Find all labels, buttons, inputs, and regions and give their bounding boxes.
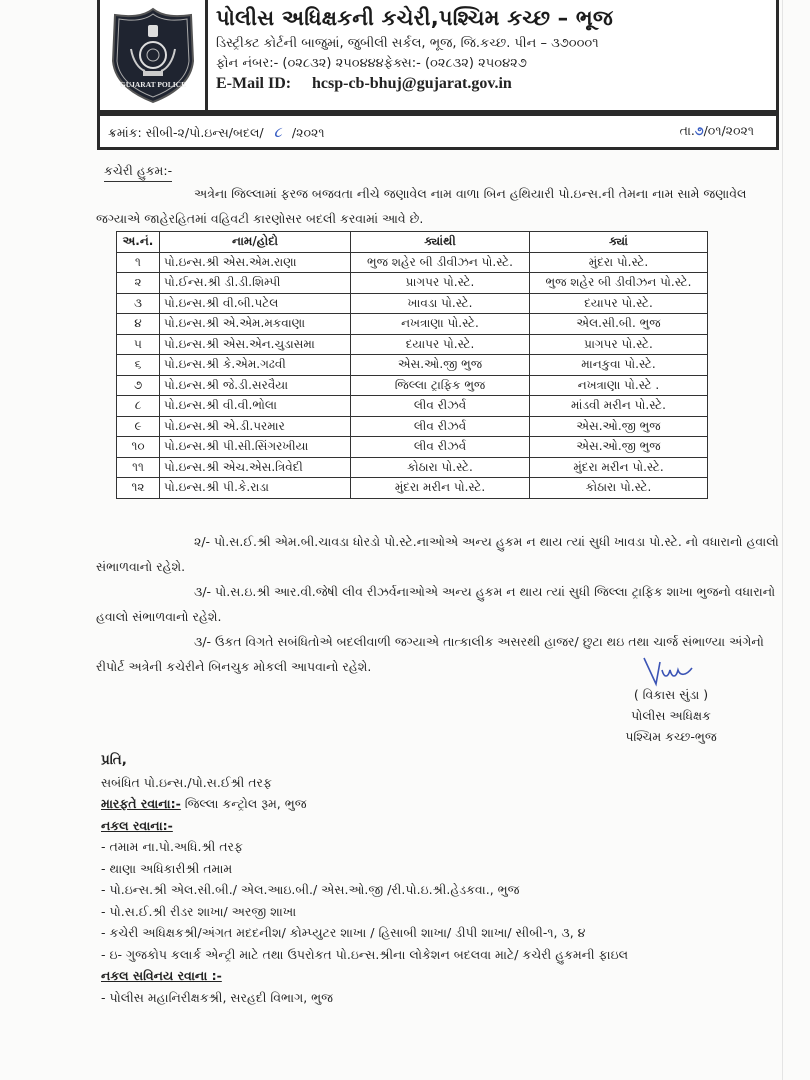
name-cell: પો.ઇન્સ.શ્રી એસ.એમ.રાણા [160,252,351,273]
name-cell: પો.ઇન્સ.શ્રી વી.બી.પટેલ [160,293,351,314]
name-cell: પો.ઇન્સ.શ્રી એચ.એસ.ત્રિવેદી [160,457,351,478]
table-header-row [117,232,708,253]
col-to: ક્યાં [530,232,708,253]
to-cell: એસ.ઓ.જી ભુજ [530,437,708,458]
clause-3: ૩/- પો.સ.ઇ.શ્રી આર.વી.જેષી લીવ રીઝર્વનાઓએ અન્ય હુકમ ન થાય ત્યાં સુધી જિલ્લા ટ્રાફિક શાખા ભુજનો વધારાનો હવાલો સંભાળવાનો રહેશે. [96,584,776,624]
serial-cell: ૯ [117,416,160,437]
name-cell: પો.ઈન્સ.શ્રી ડી.ડી.શિમ્પી [160,273,351,294]
to-cell: ભુજ શહેર બી ડીવીઝન પો.સ્ટે. [530,273,708,294]
copy-label: નકલ રવાના:- [101,817,173,833]
distribution-list [101,750,628,1008]
table-row [117,273,708,294]
office-email-row [216,75,770,93]
to-cell: એલ.સી.બી. ભુજ [530,314,708,335]
prati-label: પ્રતિ, [101,752,127,768]
copy-item: - થાણા અધિકારીશ્રી તમામ [101,860,233,876]
respect-copy-label: નકલ સવિનય રવાના :- [101,968,222,983]
from-cell: નખત્રાણા પો.સ્ટે. [351,314,530,335]
table-row [117,314,708,335]
col-name: નામ/હોદો [160,232,351,253]
signatory-designation: પોલીસ અધિક્ષક [631,708,711,723]
name-cell: પો.ઇન્સ.શ્રી એસ.એન.ચુડાસમા [160,334,351,355]
signatory-office: પશ્ચિમ કચ્છ-ભુજ [625,729,717,744]
to-cell: માંડવી મરીન પો.સ્ટે. [530,396,708,417]
name-cell: પો.ઇન્સ.શ્રી જે.ડી.સરવૈયા [160,375,351,396]
recipient: સબંધિત પો.ઇન્સ./પો.સ.ઈશ્રી તરફ [101,774,272,790]
reference-year: /૨૦૨૧ [291,125,325,140]
signatory-name: ( વિકાસ સુંડા ) [633,687,709,702]
table-row [117,478,708,499]
from-cell: એસ.ઓ.જી ભુજ [351,355,530,376]
order-intro: અત્રેના જિલ્લામાં ફરજ બજવતા નીચે જણાવેલ નામ વાળા બિન હથિયારી પો.ઇન્સ.ની તેમના નામ સામે જણાવેલ જગ્યાએ જાહેરહિતમાં વહિવટી કારણોસર બદલી કરવામાં આવે છે. [96,186,747,226]
table-row [117,334,708,355]
name-cell: પો.ઇન્સ.શ્રી વી.વી.ભોલા [160,396,351,417]
police-badge-icon [105,5,201,105]
office-title: પોલીસ અધિક્ષકની કચેરી,પશ્ચિમ કચ્છ – ભૂજ [216,6,613,30]
table-row [117,437,708,458]
serial-cell: ૧ [117,252,160,273]
via-value: જિલ્લા કન્ટ્રોલ રૂમ, ભુજ [180,796,307,811]
date-suffix: /૦૧/૨૦૨૧ [703,123,754,138]
from-cell: ભુજ શહેર બી ડીવીઝન પો.સ્ટે. [351,252,530,273]
to-cell: માનકુવા પો.સ્ટે. [530,355,708,376]
to-cell: નખત્રાણા પો.સ્ટે . [530,375,708,396]
from-cell: જિલ્લા ટ્રાફિક ભુજ [351,375,530,396]
from-cell: લીવ રીઝર્વ [351,396,530,417]
name-cell: પો.ઇન્સ.શ્રી એ.એમ.મકવાણા [160,314,351,335]
clause-2: ૨/- પો.સ.ઈ.શ્રી એમ.બી.ચાવડા ધોરડો પો.સ્ટે.નાઓએ અન્ય હુકમ ન થાય ત્યાં સુધી ખાવડા પો.સ્ટે. નો વધારાનો હવાલો સંભાળવાનો રહેશે. [96,534,779,574]
copy-item: - પો.ઇન્સ.શ્રી એલ.સી.બી./ એલ.આઇ.બી./ એસ.ઓ.જી /રી.પો.ઇ.શ્રી.હેડકવા., ભુજ [101,882,520,897]
order-heading: કચેરી હુકમ:- [104,163,172,182]
to-cell: દયાપર પો.સ્ટે. [530,293,708,314]
table-row [117,457,708,478]
from-cell: કોઠારા પો.સ્ટે. [351,457,530,478]
to-cell: પ્રાગપર પો.સ્ટે. [530,334,708,355]
serial-cell: ૭ [117,375,160,396]
name-cell: પો.ઇન્સ.શ્રી પી.સી.સિંગરખીયા [160,437,351,458]
table-row [117,293,708,314]
handwritten-number: ૮ [273,123,282,141]
reference-number [108,123,324,141]
reference-date [680,123,754,139]
gujarat-police-logo [100,0,208,110]
office-phone: ફોન નંબર:- (૦૨૮૩૨) ૨૫૦૪૪૪ફેક્સ:- (૦૨૮૩૨) ૨૫૦૪૨૭ [216,56,527,71]
from-cell: દયાપર પો.સ્ટે. [351,334,530,355]
from-cell: ખાવડા પો.સ્ટે. [351,293,530,314]
to-cell: કોઠારા પો.સ્ટે. [530,478,708,499]
name-cell: પો.ઇન્સ.શ્રી કે.એમ.ગઢવી [160,355,351,376]
col-serial: અ.નં. [117,232,160,253]
office-address: ડિસ્ટ્રીક્ટ કોર્ટની બાજુમાં, જુબીલી સર્કલ, ભૂજ, જિ.કચ્છ. પીન – ૩૭૦૦૦૧ [216,36,599,51]
from-cell: પ્રાગપર પો.સ્ટે. [351,273,530,294]
serial-cell: ૧૨ [117,478,160,499]
serial-cell: ૨ [117,273,160,294]
copy-item: - કચેરી અધિક્ષકશ્રી/અંગત મદદનીશ/ કોમ્પ્યુટર શાખા / હિસાબી શાખા/ ડીપી શાખા/ સીબી-૧, ૩, ૪ [101,925,586,940]
to-cell: એસ.ઓ.જી ભુજ [530,416,708,437]
logo-caption: GUJARAT POLICE [119,80,186,89]
copy-item: - તમામ ના.પો.અધિ.શ્રી તરફ [101,839,243,854]
respect-copy-item: - પોલીસ મહાનિરીક્ષકશ્રી, સરહદી વિભાગ, ભુજ [101,989,333,1005]
reference-prefix: ક્રમાંક: સીબી-૨/પો.ઇન્સ/બદલ/ [108,125,264,140]
serial-cell: ૬ [117,355,160,376]
to-cell: મુંદરા મરીન પો.સ્ટે. [530,457,708,478]
email-address[interactable]: hcsp-cb-bhuj@gujarat.gov.in [312,75,512,92]
handwritten-signature-icon [640,656,700,688]
serial-cell: ૩ [117,293,160,314]
to-cell: મુંદરા પો.સ્ટે. [530,252,708,273]
copy-item: - ઇ- ગુજકોપ કલાર્ક એન્ટ્રી માટે તથા ઉપરોકત પો.ઇન્સ.શ્રીના લોકેશન બદલવા માટે/ કચેરી હુકમની ફાઇલ [101,946,629,962]
via-line [101,793,628,815]
signature-block [616,662,726,747]
reference-bar [97,113,779,150]
clause-4: ૩/- ઉકત વિગતે સબંધિતોએ બદલીવાળી જગ્યાએ તાત્કાલીક અસરથી હાજર/ છુટા થઇ તથા ચાર્જ સંભાળ્યા અંગેનો રીપોર્ટ અત્રેની કચેરીને બિનચુક મોકલી આપવાનો રહેશે. [96,634,764,674]
table-row [117,375,708,396]
serial-cell: ૫ [117,334,160,355]
transfer-table [116,231,708,499]
from-cell: લીવ રીઝર્વ [351,416,530,437]
name-cell: પો.ઇન્સ.શ્રી એ.ડી.પરમાર [160,416,351,437]
serial-cell: ૧૧ [117,457,160,478]
from-cell: લીવ રીઝર્વ [351,437,530,458]
via-label: મારફતે રવાના:- [101,796,181,811]
email-label: E-Mail ID: [216,75,292,92]
from-cell: મુંદરા મરીન પો.સ્ટે. [351,478,530,499]
name-cell: પો.ઇન્સ.શ્રી પી.કે.રાડા [160,478,351,499]
handwritten-day: ૭ [694,123,704,138]
table-row [117,252,708,273]
serial-cell: ૪ [117,314,160,335]
table-row [117,416,708,437]
copy-item: - પો.સ.ઈ.શ્રી રીડર શાખા/ અરજી શાખા [101,903,297,919]
date-prefix: તા. [679,123,695,138]
serial-cell: ૧૦ [117,437,160,458]
table-row [117,396,708,417]
col-from: ક્યાંથી [351,232,530,253]
letterhead [97,0,779,113]
serial-cell: ૮ [117,396,160,417]
table-row [117,355,708,376]
